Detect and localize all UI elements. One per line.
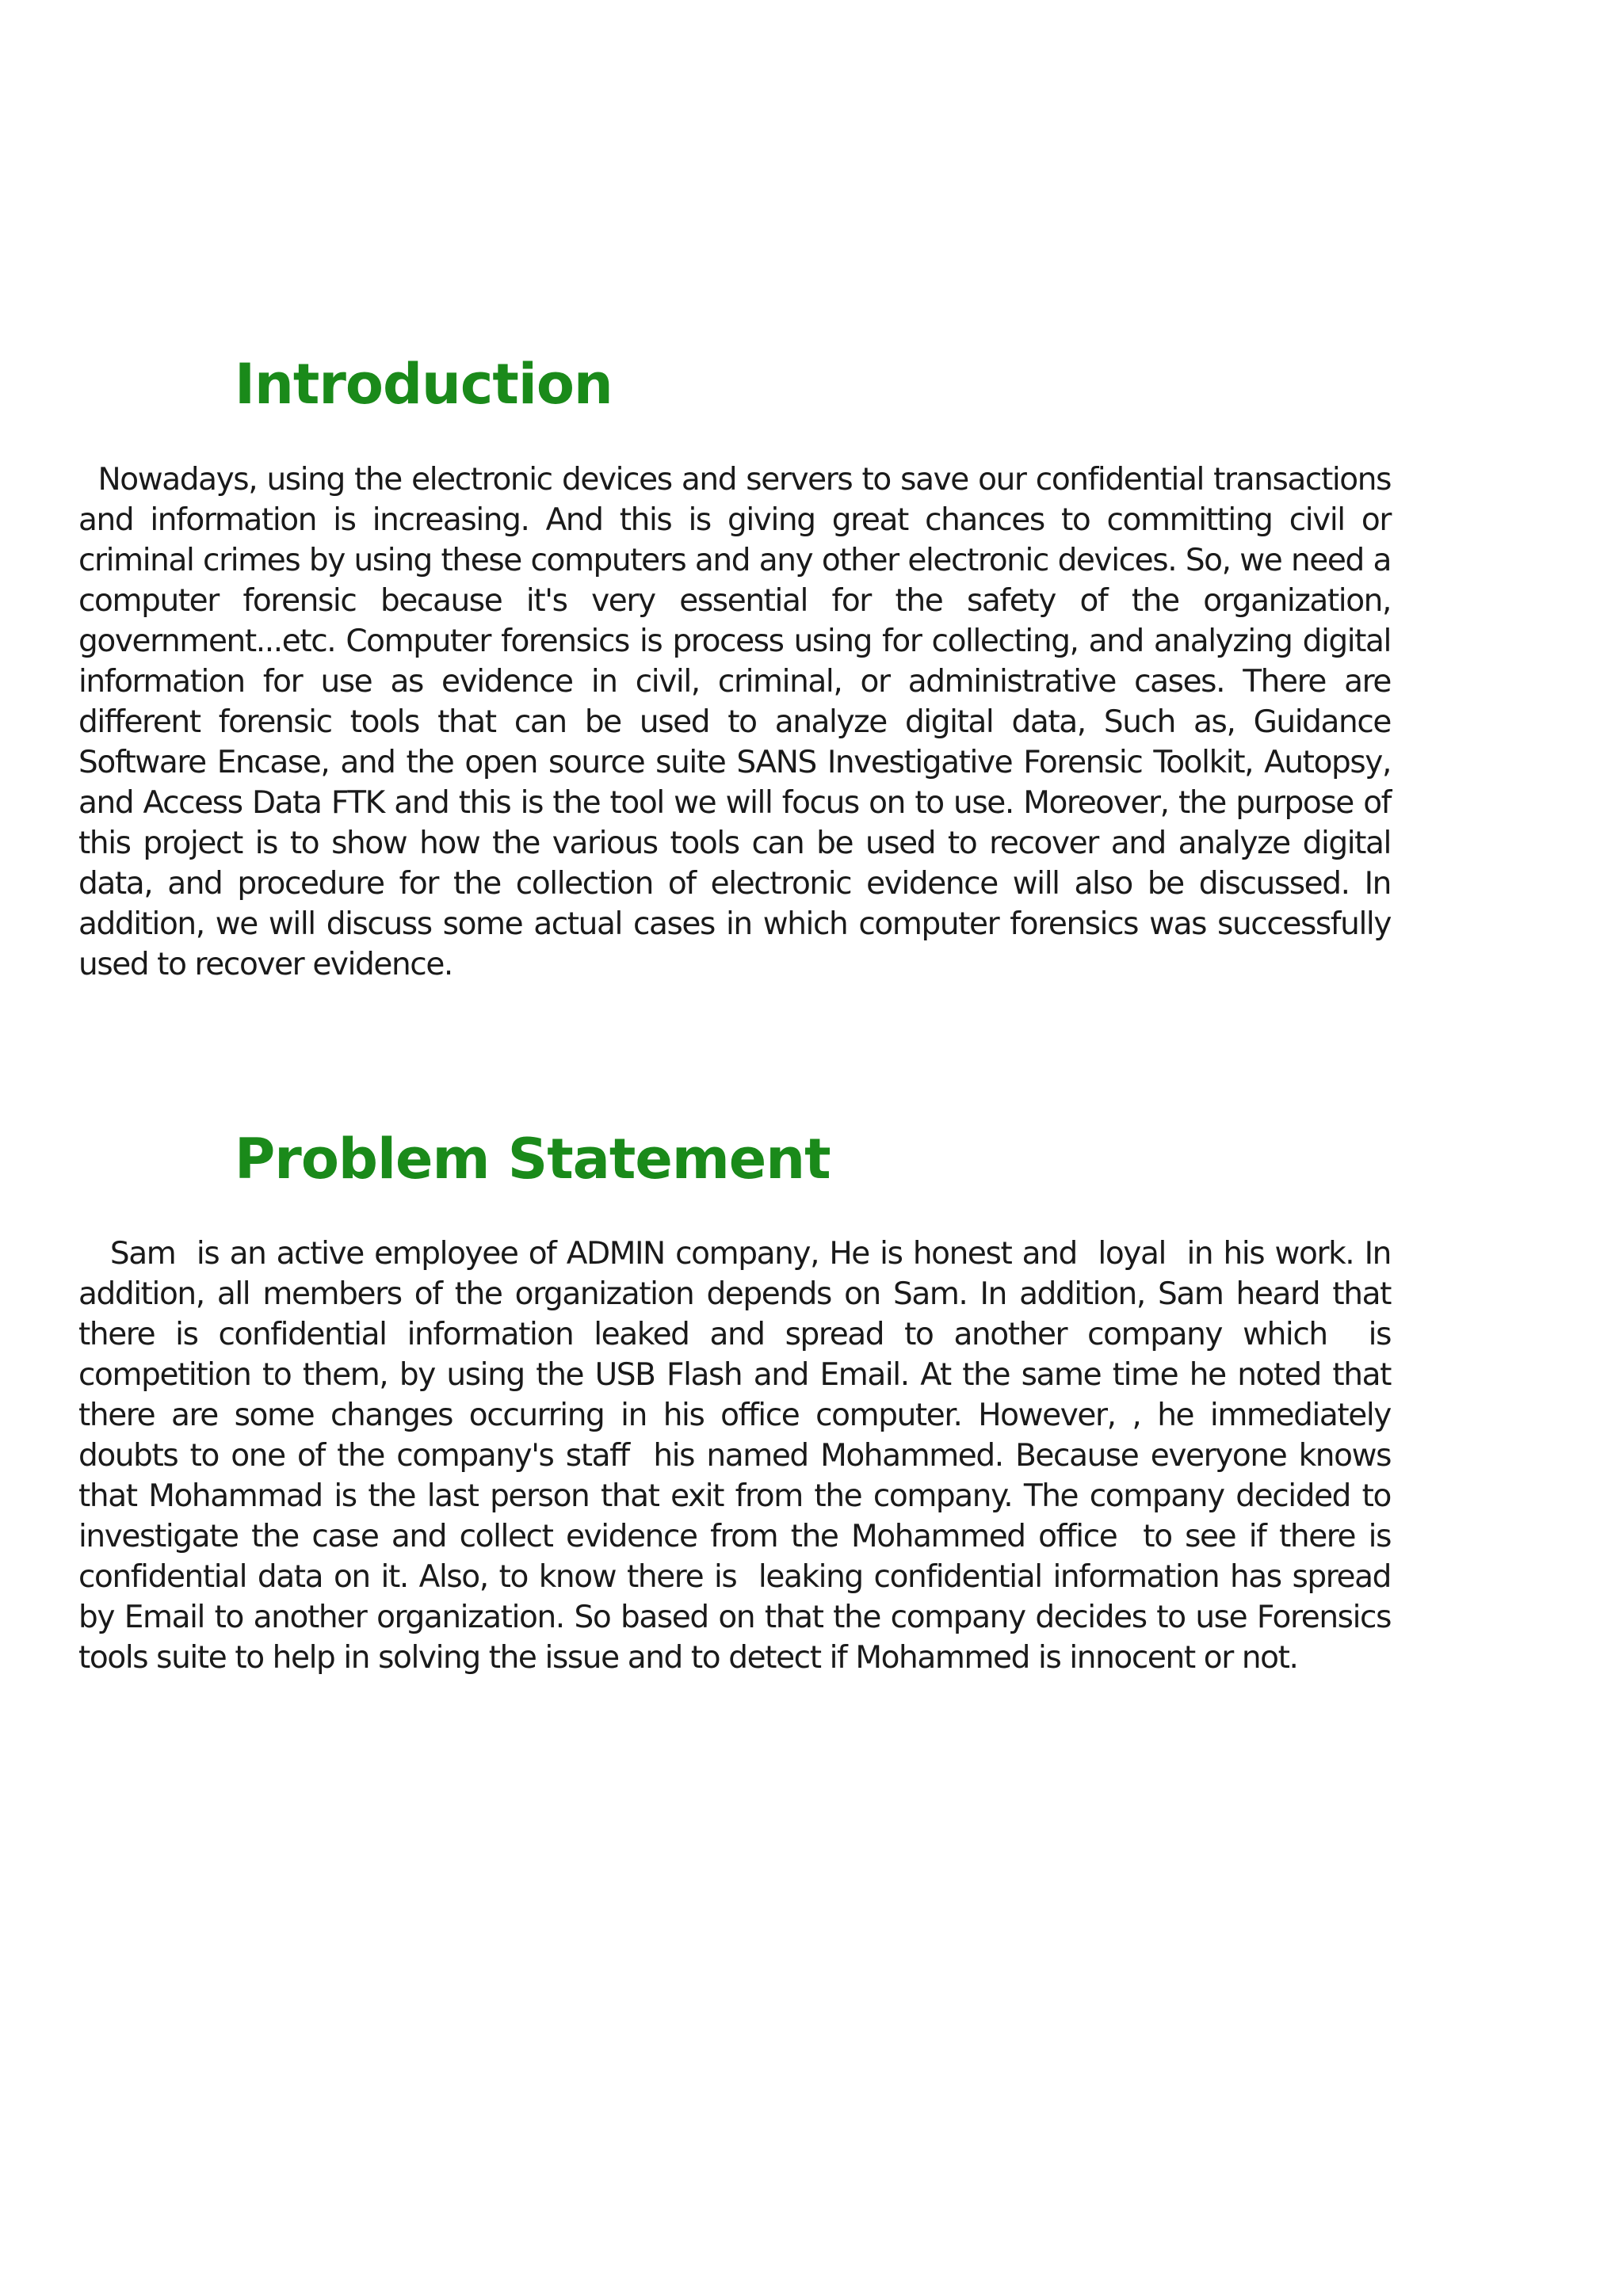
problem-statement-heading: Problem Statement [235, 1127, 831, 1192]
problem-statement-paragraph: Sam is an active employee of ADMIN company, He is honest and loyal in his work. In addition, all members of the organization depends on Sam. In addition, Sam heard that there is confidential information leaked and spread to another company which is competition to them, by using the USB Flash and Email. At the same time he noted that there are some changes occurring in his office computer. However, , he immediately doubts to one of the company's staff his named Mohammed. Because everyone knows that Mohammad is the last person that exit from the company. The company decided to investigate the case and collect evidence from the Mohammed office to see if there is confidential data on it. Also, to know there is leaking confidential information has spread by Email to another organization. So based on that the company decides to use Forensics tools suite to help in solving the issue and to detect if Mohammed is innocent or not. [78, 1236, 1391, 1676]
introduction-paragraph: Nowadays, using the electronic devices and servers to save our confidential transactions and information is increasing. And this is giving great chances to committing civil or criminal crimes by using these computers and any other electronic devices. So, we need a computer forensic because it's very essential for the safety of the organization, government...etc. Computer forensics is process using for collecting, and analyzing digital information for use as evidence in civil, criminal, or administrative cases. There are different forensic tools that can be used to analyze digital data, Such as, Guidance Software Encase, and the open source suite SANS Investigative Forensic Toolkit, Autopsy, and Access Data FTK and this is the tool we will focus on to use. Moreover, the purpose of this project is to show how the various tools can be used to recover and analyze digital data, and procedure for the collection of electronic evidence will also be discussed. In addition, we will discuss some actual cases in which computer forensics was successfully used to recover evidence. [78, 462, 1391, 982]
introduction-heading: Introduction [235, 352, 613, 417]
